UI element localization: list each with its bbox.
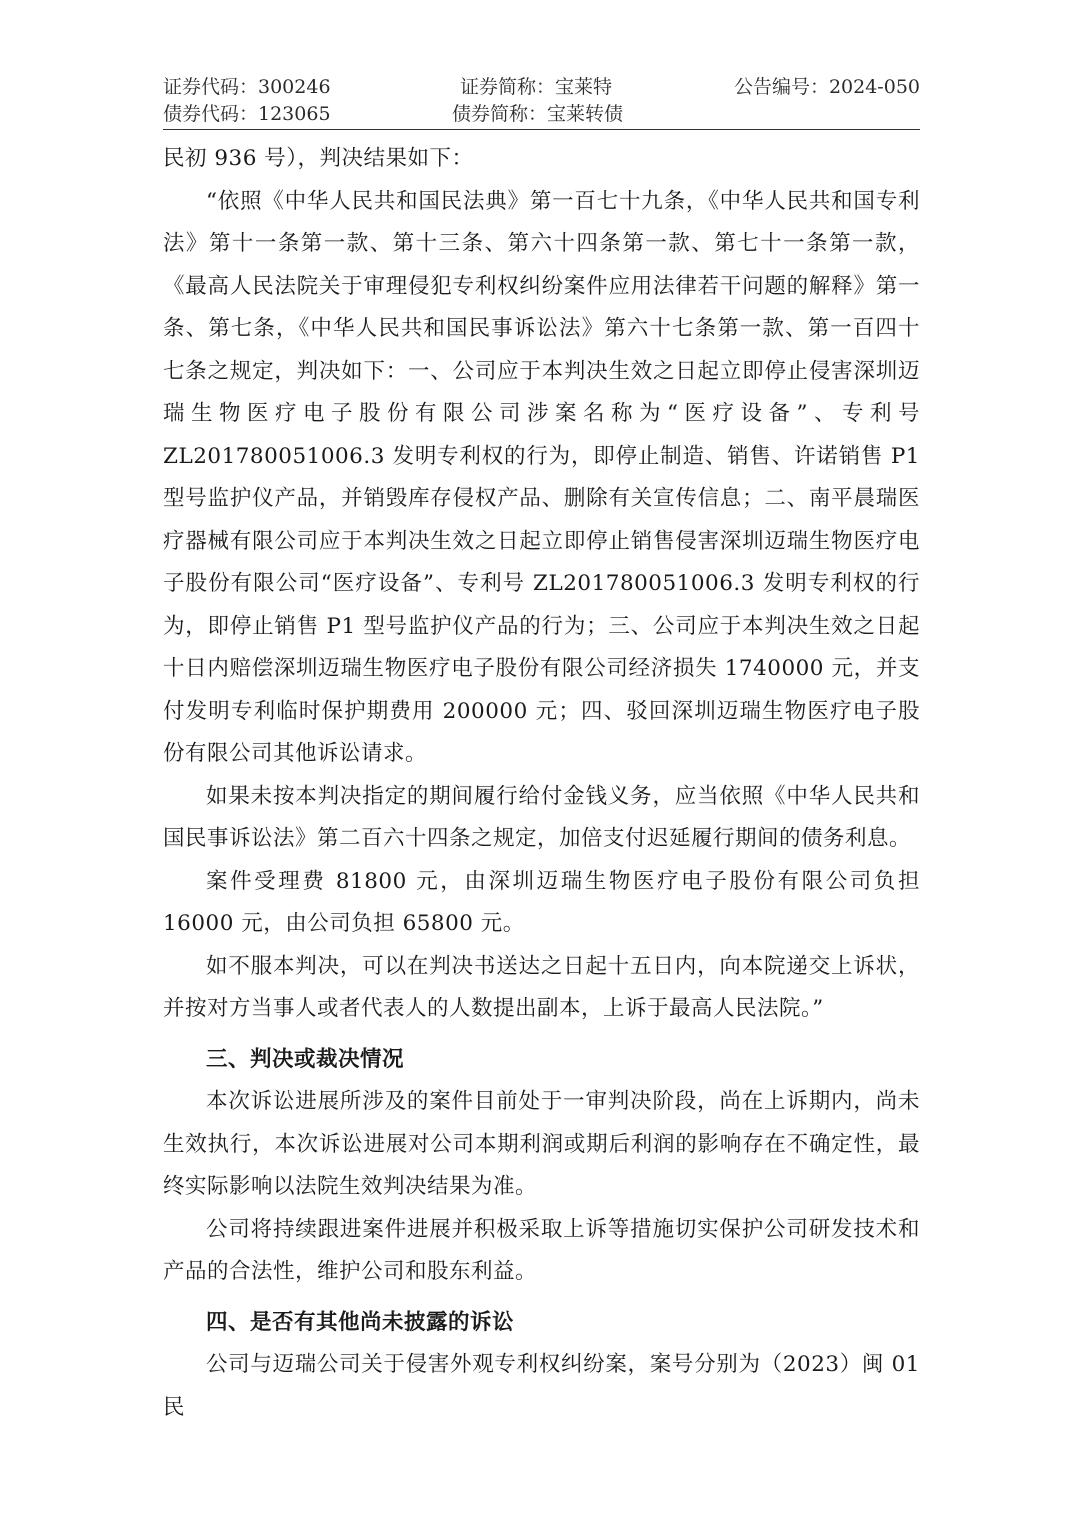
bond-code: 债券代码：123065 <box>163 103 331 125</box>
bond-name: 债券简称：宝莱转债 <box>452 103 624 125</box>
paragraph-judgment: “依照《中华人民共和国民法典》第一百七十九条，《中华人民共和国专利法》第十一条第一款、第十三条、第六十四条第一款、第七十一条第一款，《最高人民法院关于审理侵犯专利权纠纷案件应用法律若干问题的解释》第一条、第七条，《中华人民共和国民事诉讼法》第六十七条第一款、第一百四十七条之规定，判决如下：一、公司应于本判决生效之日起立即停止侵害深圳迈瑞生物医疗电子股份有限公司涉案名称为“医疗设备”、专利号 ZL201780051006.3 发明专利权的行为，即停止制造、销售、许诺销售 P1 型号监护仪产品，并销毁库存侵权产品、删除有关宣传信息；二、南平晨瑞医疗器械有限公司应于本判决生效之日起立即停止销售侵害深圳迈瑞生物医疗电子股份有限公司“医疗设备”、专利号 ZL201780051006.3 发明专利权的行为，即停止销售 P1 型号监护仪产品的行为；三、公司应于本判决生效之日起十日内赔偿深圳迈瑞生物医疗电子股份有限公司经济损失 1740000 元，并支付发明专利临时保护期费用 200000 元；四、驳回深圳迈瑞生物医疗电子股份有限公司其他诉讼请求。 <box>163 188 920 766</box>
section-heading-4: 四、是否有其他尚未披露的诉讼 <box>206 1309 515 1335</box>
notice-number: 公告编号：2024-050 <box>733 76 920 98</box>
section-heading-3: 三、判决或裁决情况 <box>206 1046 405 1072</box>
stock-name: 证券简称：宝莱特 <box>460 76 613 98</box>
paragraph-appeal: 如不服本判决，可以在判决书送达之日起十五日内，向本院递交上诉状，并按对方当事人或者代表人的人数提出副本，上诉于最高人民法院。” <box>163 953 920 1021</box>
paragraph-court-fee: 案件受理费 81800 元，由深圳迈瑞生物医疗电子股份有限公司负担 16000 元，由公司负担 65800 元。 <box>163 868 920 936</box>
document-body <box>163 138 920 1429</box>
document-header <box>163 74 920 130</box>
paragraph-continuation: 民初 936 号），判决结果如下： <box>163 146 474 171</box>
paragraph-status: 本次诉讼进展所涉及的案件目前处于一审判决阶段，尚在上诉期内，尚未生效执行，本次诉讼进展对公司本期利润或期后利润的影响存在不确定性，最终实际影响以法院生效判决结果为准。 <box>163 1089 920 1199</box>
paragraph-payment-obligation: 如果未按本判决指定的期间履行给付金钱义务，应当依照《中华人民共和国民事诉讼法》第二百六十四条之规定，加倍支付迟延履行期间的债务利息。 <box>163 783 920 851</box>
paragraph-company-action: 公司将持续跟进案件进展并积极采取上诉等措施切实保护公司研发技术和产品的合法性，维护公司和股东利益。 <box>163 1216 920 1284</box>
header-divider <box>163 129 920 130</box>
paragraph-other-litigation: 公司与迈瑞公司关于侵害外观专利权纠纷案，案号分别为（2023）闽 01 民 <box>163 1352 920 1420</box>
stock-code: 证券代码：300246 <box>163 76 331 98</box>
